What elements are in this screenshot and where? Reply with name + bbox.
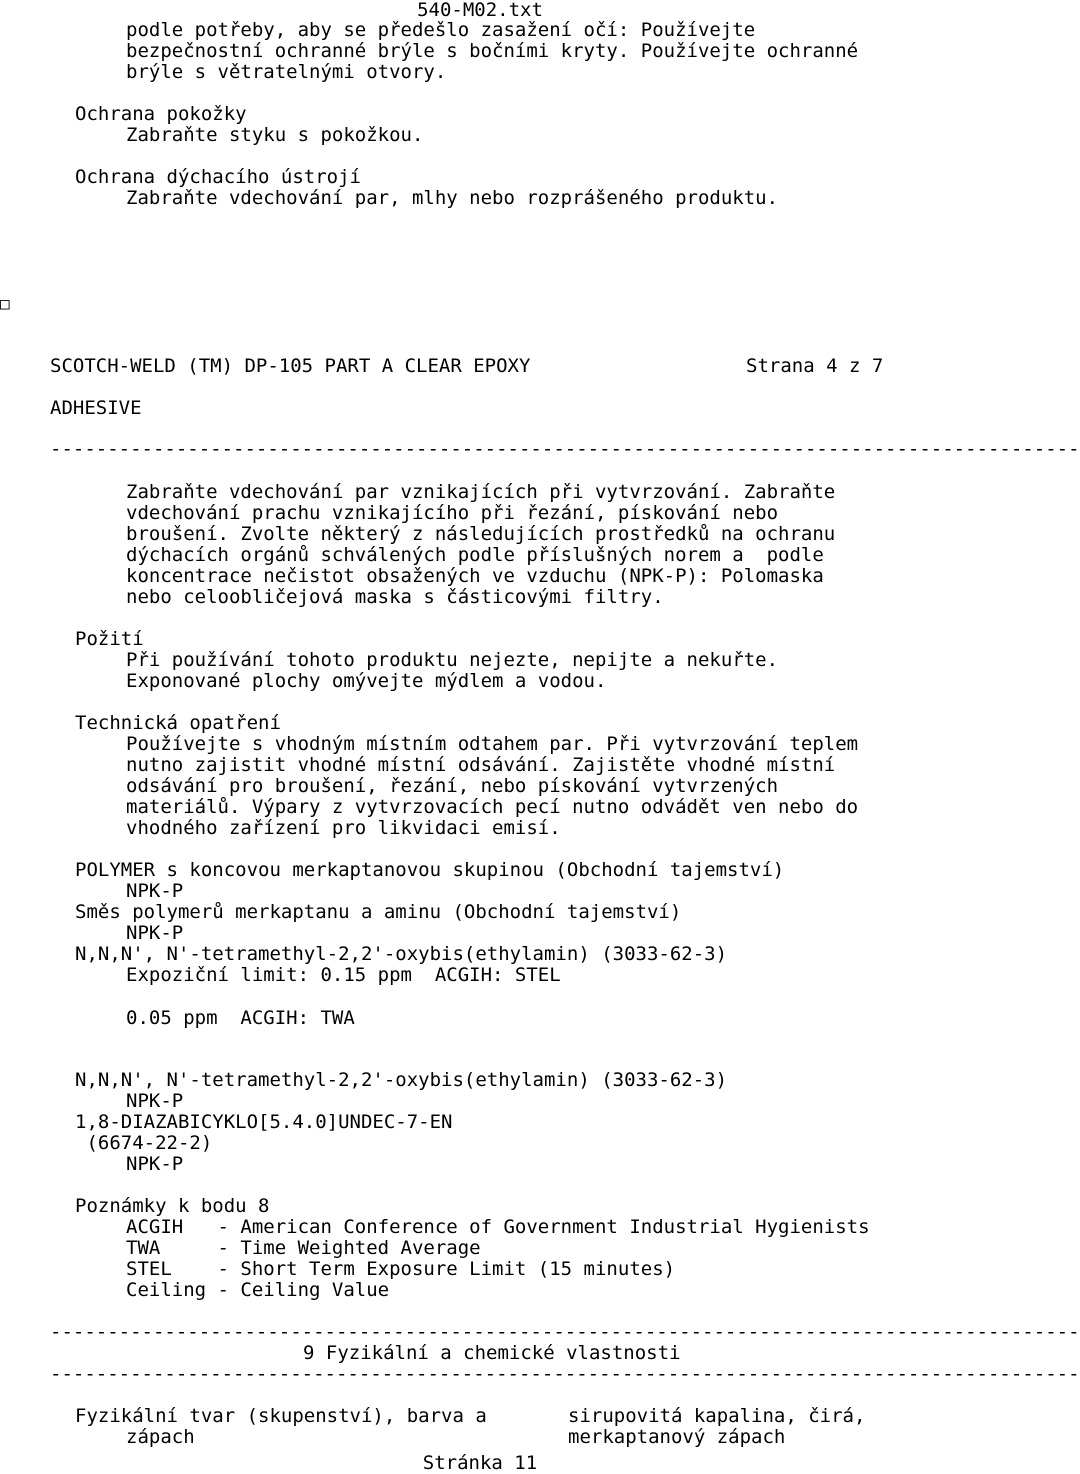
text-line: dýchacích orgánů schválených podle příslušných norem a podle — [126, 544, 824, 566]
text-line: broušení. Zvolte některý z následujících prostředků na ochranu — [126, 523, 836, 545]
page-break-icon: □ — [0, 294, 10, 313]
page-footer: Stránka 11 — [422, 1452, 538, 1474]
product-name: SCOTCH-WELD (TM) DP-105 PART A CLEAR EPOXY — [50, 355, 531, 377]
text-line: bezpečnostní ochranné brýle s bočními kryty. Používejte ochranné — [126, 40, 859, 62]
note-line: ACGIH - American Conference of Government Industrial Hygienists — [126, 1216, 870, 1238]
exposure-limit: Expoziční limit: 0.15 ppm ACGIH: STEL — [126, 964, 561, 986]
limit-label: NPK-P — [126, 1090, 184, 1112]
text-line: Používejte s vhodným místním odtahem par. Při vytvrzování teplem — [126, 733, 859, 755]
substance-name: 1,8-DIAZABICYKLO[5.4.0]UNDEC-7-EN — [75, 1111, 453, 1133]
page-of-indicator: Strana 4 z 7 — [746, 355, 884, 377]
property-value: sirupovitá kapalina, čirá, — [568, 1405, 866, 1427]
text-line: materiálů. Výpary z vytvrzovacích pecí nutno odvádět ven nebo do — [126, 796, 859, 818]
section-heading: Ochrana dýchacího ústrojí — [75, 166, 361, 188]
substance-name: POLYMER s koncovou merkaptanovou skupinou (Obchodní tajemství) — [75, 859, 785, 881]
exposure-limit: 0.05 ppm ACGIH: TWA — [126, 1007, 355, 1029]
text-line: podle potřeby, aby se předešlo zasažení očí: Používejte — [126, 19, 756, 41]
section-heading: Požití — [75, 628, 144, 650]
product-name-cont: ADHESIVE — [50, 397, 142, 419]
text-line: koncentrace nečistot obsažených ve vzduchu (NPK-P): Polomaska — [126, 565, 824, 587]
separator-rule: ------------------------------------------------------------------------------------------ — [50, 1321, 1080, 1343]
text-line: nutno zajistit vhodné místní odsávání. Zajistěte vhodné místní — [126, 754, 836, 776]
text-line: Zabraňte vdechování par, mlhy nebo rozprášeného produktu. — [126, 187, 779, 209]
text-line: Exponované plochy omývejte mýdlem a vodou. — [126, 670, 607, 692]
property-label: zápach — [126, 1426, 195, 1448]
note-line: TWA - Time Weighted Average — [126, 1237, 481, 1259]
section-heading: Poznámky k bodu 8 — [75, 1195, 270, 1217]
section-title: 9 Fyzikální a chemické vlastnosti — [303, 1342, 681, 1364]
property-value: merkaptanový zápach — [568, 1426, 786, 1448]
text-line: Zabraňte vdechování par vznikajících při vytvrzování. Zabraňte — [126, 481, 836, 503]
text-line: Zabraňte styku s pokožkou. — [126, 124, 424, 146]
substance-name: N,N,N', N'-tetramethyl-2,2'-oxybis(ethylamin) (3033-62-3) — [75, 1069, 728, 1091]
limit-label: NPK-P — [126, 1153, 184, 1175]
text-line: brýle s větratelnými otvory. — [126, 61, 447, 83]
text-line: nebo celoobličejová maska s částicovými filtry. — [126, 586, 664, 608]
note-line: STEL - Short Term Exposure Limit (15 minutes) — [126, 1258, 676, 1280]
property-label: Fyzikální tvar (skupenství), barva a — [75, 1405, 487, 1427]
text-line: odsávání pro broušení, řezání, nebo pískování vytvrzených — [126, 775, 779, 797]
limit-label: NPK-P — [126, 880, 184, 902]
limit-label: NPK-P — [126, 922, 184, 944]
section-heading: Technická opatření — [75, 712, 281, 734]
text-line: Při používání tohoto produktu nejezte, nepijte a nekuřte. — [126, 649, 779, 671]
cas-number: (6674-22-2) — [75, 1132, 213, 1154]
note-line: Ceiling - Ceiling Value — [126, 1279, 390, 1301]
separator-rule: ------------------------------------------------------------------------------------------ — [50, 438, 1080, 460]
separator-rule: ------------------------------------------------------------------------------------------ — [50, 1363, 1080, 1385]
text-line: vdechování prachu vznikajícího při řezání, pískování nebo — [126, 502, 779, 524]
text-line: vhodného zařízení pro likvidaci emisí. — [126, 817, 561, 839]
substance-name: Směs polymerů merkaptanu a aminu (Obchodní tajemství) — [75, 901, 682, 923]
file-name-header: 540-M02.txt — [417, 0, 543, 21]
section-heading: Ochrana pokožky — [75, 103, 247, 125]
substance-name: N,N,N', N'-tetramethyl-2,2'-oxybis(ethylamin) (3033-62-3) — [75, 943, 728, 965]
